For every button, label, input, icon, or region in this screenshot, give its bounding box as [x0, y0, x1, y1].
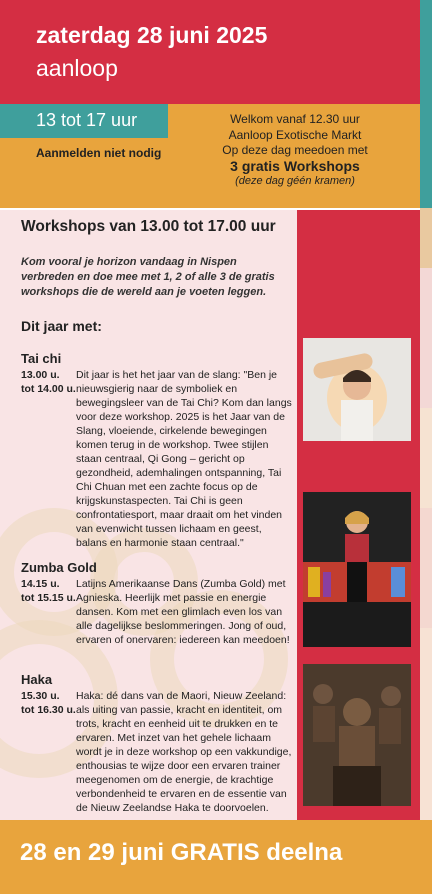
event-description: Latijns Amerikaanse Dans (Zumba Gold) met Agnieska. Heerlijk met passie en energie dansen. Kom met een glimlach even los van alle dagelijkse beslommeringen. Jong of oud, ervaren of onervaren: iedereen kan meedoen! [76, 578, 290, 646]
event-time-from: 14.15 u. [21, 578, 60, 590]
header-banner [0, 0, 420, 104]
event-description: Haka: dé dans van de Maori, Nieuw Zeeland: als uiting van passie, kracht en identiteit, om trots, kracht en eenheid uit te drukken en te ervaren. Met inzet van het gehele lichaam wordt je in deze workshop op een vakkundige, enthousias te wijze door een ervaren trainer meegenomen om de energie, de krachtige verbondenheid te ervaren en de essentie van de Nieuw Zeelandse Haka te doorvoelen. [76, 690, 292, 814]
divider [0, 208, 420, 210]
no-stalls-note: (deze dag géén kramen) [235, 175, 355, 187]
zumba-photo [303, 492, 411, 647]
haka-photo [303, 664, 411, 806]
event-time-to: tot 16.30 u. [21, 704, 76, 716]
tai-chi-photo [303, 338, 411, 441]
welcome-line: Welkom vanaf 12.30 uur [230, 112, 360, 126]
intro-text: Kom vooral je horizon vandaag in Nispen verbreden en doe mee met 1, 2 of alle 3 de gratis workshops die de wereld aan je voeten leggen. [21, 256, 275, 298]
event-time [21, 368, 76, 396]
event-title: Tai chi [21, 351, 62, 366]
year-heading: Dit jaar met: [21, 318, 102, 334]
no-registration-note: Aanmelden niet nodig [36, 146, 162, 160]
side-stripe [420, 208, 432, 268]
workshops-title: Workshops van 13.00 tot 17.00 uur [21, 218, 276, 235]
right-color-strip [420, 0, 432, 104]
event-date-title: zaterdag 28 juni 2025 [36, 22, 268, 48]
event-time [21, 689, 76, 717]
event-time-to: tot 15.15 u. [21, 592, 76, 604]
side-stripe [420, 408, 432, 508]
side-stripe [420, 508, 432, 628]
event-title: Zumba Gold [21, 560, 97, 575]
time-badge-label: 13 tot 17 uur [36, 110, 138, 130]
event-subtitle: aanloop [36, 55, 118, 81]
welcome-line: Aanloop Exotische Markt [228, 127, 362, 142]
event-time-to: tot 14.00 u. [21, 383, 76, 395]
side-stripe [420, 268, 432, 408]
side-stripe [420, 104, 432, 208]
side-stripe [420, 628, 432, 820]
welcome-line: Op deze dag meedoen met [222, 143, 368, 157]
footer-text: 28 en 29 juni GRATIS deelna [20, 839, 343, 866]
event-title: Haka [21, 672, 53, 687]
free-workshops-label: 3 gratis Workshops [230, 157, 360, 174]
event-time-from: 15.30 u. [21, 690, 60, 702]
welcome-text [170, 112, 420, 190]
event-time [21, 577, 76, 605]
event-time-from: 13.00 u. [21, 369, 60, 381]
event-description: Dit jaar is het het jaar van de slang: "Ben je nieuwsgierig naar de symboliek en bewegingsleer van de Tai Chi? Kom dan langs voor deze workshop. 2025 is het Jaar van de Slang, vloeiende, cirkelende bewegingen komen terug in de workshop. Twee stijlen staan centraal, Qi Gong – gericht op gezondheid, ademhalingen ontspanning, Tai Chi Chuan met een zachte focus op de krijgskunstaspecten. Tai Chi is geen confrontatiesport, maar draait om het vinden van evenwicht tussen lichaam en geest, balans en harmonie staan centraal." [76, 369, 292, 549]
